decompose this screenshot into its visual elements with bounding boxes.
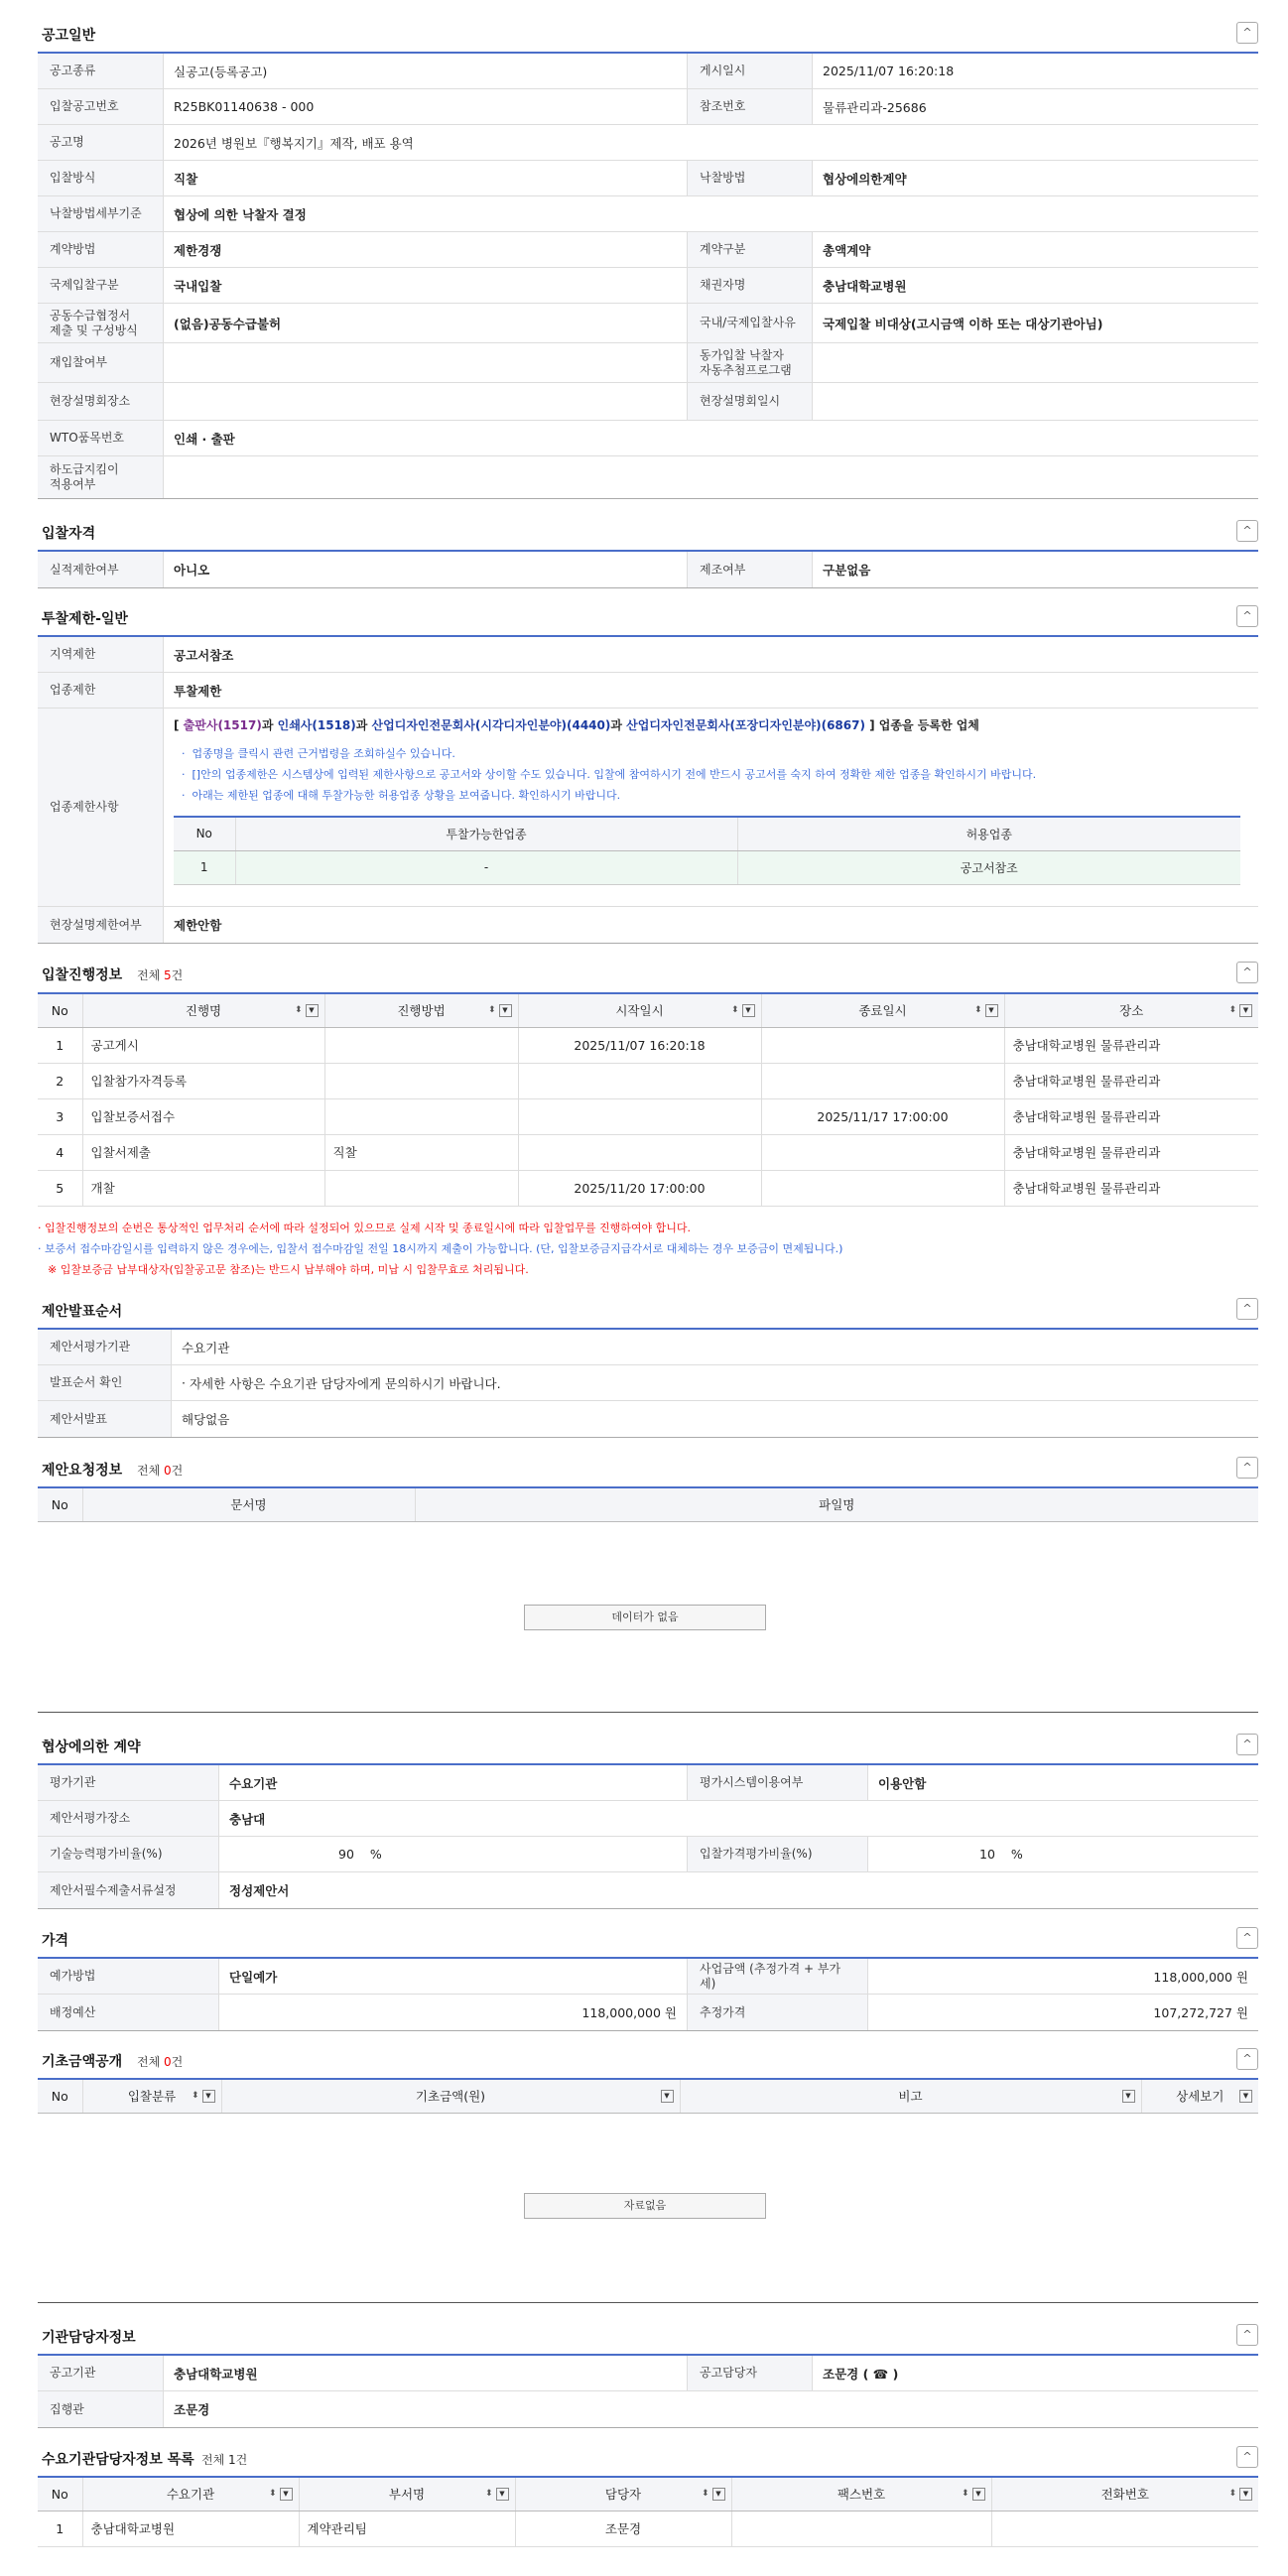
table-cell [324,1170,518,1206]
field-label: 현장설명제한여부 [38,907,164,943]
count-number: 1 [228,2453,236,2467]
collapse-toggle-icon[interactable]: ^ [1236,962,1258,983]
filter-dropdown-icon[interactable]: ▼ [1239,2090,1252,2103]
post-date-value: 2025/11/07 16:20:18 [823,64,955,78]
ratio-number: 10 [979,1847,995,1862]
field-label: 채권자명 [687,268,813,303]
table-cell: 3 [38,1098,82,1134]
field-label: 지역제한 [38,637,164,672]
industry-detail [164,708,1258,906]
table-cell [731,2511,991,2546]
count-suffix: 건 [171,1464,184,1478]
collapse-toggle-icon[interactable]: ^ [1236,2446,1258,2468]
executor-value: 조문경 [174,2402,210,2417]
field-label [687,343,813,382]
column-header-label: 진행명 [185,1003,222,1019]
field-label: 입찰방식 [38,161,164,195]
column-header-label: 팩스번호 [837,2487,886,2503]
filter-dropdown-icon[interactable]: ▼ [280,2488,293,2501]
section-title: 수요기관담당자정보 목록 [42,2452,194,2468]
column-header [761,993,1004,1027]
table-row[interactable] [38,1063,1258,1098]
count-number: 5 [164,968,172,982]
label-line: 자동추첨프로그램 [700,362,792,377]
table-cell: 계약관리팀 [299,2511,515,2546]
filter-dropdown-icon[interactable]: ▼ [1239,1004,1252,1017]
divider [38,1712,1258,1713]
column-header: No [38,1487,82,1521]
column-header [82,2477,299,2511]
general-info-table [38,52,1258,499]
table-cell: 충남대학교병원 물류관리과 [1004,1098,1258,1134]
sort-icon[interactable]: ⬍ [973,1005,982,1015]
table-cell: 4 [38,1134,82,1170]
field-label: 낙찰방법세부기준 [38,196,164,231]
region-limit-value: 공고서참조 [174,647,234,663]
ratio-unit: % [369,1847,382,1862]
budget-value: 118,000,000 원 [581,2005,677,2020]
column-header [38,2079,82,2113]
filter-dropdown-icon[interactable]: ▼ [985,1004,998,1017]
field-label: 낙찰방법 [687,161,813,195]
field-label: 공고종류 [38,54,164,88]
column-header-label: 부서명 [388,2487,426,2503]
field-label: 발표순서 확인 [38,1365,172,1400]
sort-icon[interactable]: ⬍ [191,2091,199,2101]
filter-dropdown-icon[interactable]: ▼ [202,2090,215,2103]
column-header: 투찰가능한업종 [235,817,737,850]
industry-notes [174,743,1248,806]
industry-list [174,716,1248,733]
site-limit-value: 제한안함 [174,918,222,933]
table-cell: - [235,850,737,884]
table-cell: 입찰참가자격등록 [82,1063,324,1098]
table-cell: 2025/11/07 16:20:18 [518,1027,761,1063]
field-label: 국내/국제입찰사유 [687,304,813,342]
sort-icon[interactable]: ⬍ [961,2489,969,2499]
column-header [518,993,761,1027]
column-header: 문서명 [82,1487,415,1521]
note-text: 보증서 접수마감일시를 입력하지 않은 경우에는, 입찰서 접수마감일 전일 18시까지 제출이 가능합니다. (단, 입찰보증금지급각서로 대체하는 경우 보증금이 면제됩니다.) [45,1242,843,1255]
column-header-label: 전화번호 [1100,2487,1149,2503]
table-row[interactable] [38,1134,1258,1170]
notice-name-value: 2026년 병원보『행복지기』제작, 배포 용역 [174,135,414,151]
table-cell: 공고서참조 [737,850,1240,884]
table-cell: 충남대학교병원 물류관리과 [1004,1170,1258,1206]
field-label: 기술능력평가비율(%) [38,1837,219,1871]
table-cell: 2 [38,1063,82,1098]
industry-link-visual-design[interactable]: 산업디자인전문회사(시각디자인분야)(4440) [371,718,611,732]
progress-notes [38,1218,842,1280]
record-count [201,2451,247,2468]
column-header-label: 상세보기 [1176,2089,1224,2105]
collapse-toggle-icon[interactable]: ^ [1236,1298,1258,1320]
subcon-value [164,456,1258,498]
column-header-label: 비고 [898,2089,923,2105]
intl-bid-value: 국내입찰 [174,278,222,294]
field-label: WTO품목번호 [38,421,164,455]
field-label: 공고기관 [38,2356,164,2390]
order-text: 자세한 사항은 수요기관 담당자에게 문의하시기 바랍니다. [189,1375,501,1391]
bracket-text: [ [174,718,180,732]
collapse-toggle-icon[interactable]: ^ [1236,22,1258,44]
field-label: 제안서평가기관 [38,1330,172,1364]
proposal-request-table [38,1486,1258,1522]
label-line: 동가입찰 낙찰자 [700,347,784,362]
table-cell [518,1134,761,1170]
count-suffix: 건 [235,2453,248,2467]
section-title: 제안요청정보 [42,1463,123,1479]
field-label [38,456,164,498]
count-label: 전체 [137,2055,161,2069]
filter-dropdown-icon[interactable]: ▼ [1122,2090,1135,2103]
sort-icon[interactable]: ⬍ [730,1005,739,1015]
field-label: 업종제한 [38,673,164,708]
label-line: 제출 및 구성방식 [50,322,138,337]
field-label: 국제입찰구분 [38,268,164,303]
count-number: 0 [164,1464,172,1478]
filter-dropdown-icon[interactable]: ▼ [499,1004,512,1017]
section-header-negotiation [38,1732,1258,1759]
field-label: 현장설명회일시 [687,383,813,420]
note-line: · []안의 업종제한은 시스템상에 입력된 제한사항으로 공고서와 상이할 수도 있습니다. 입찰에 참여하시기 전에 반드시 공고서를 숙지 하여 정확한 제한 업종을 확인하시기 바랍니다. [182,768,1037,781]
field-label: 사업금액 (추정가격 + 부가세) [687,1959,868,1994]
field-label: 배정예산 [38,1995,219,2030]
notice-org-value: 충남대학교병원 [174,2366,258,2382]
ratio-number: 90 [338,1847,354,1862]
column-header-label: 진행방법 [397,1003,446,1019]
field-label: 입찰가격평가비율(%) [687,1837,868,1871]
label-line: 공동수급협정서 [50,308,131,322]
field-label: 평가기관 [38,1765,219,1800]
section-header-qualification [38,518,1258,546]
filter-dropdown-icon[interactable]: ▼ [496,2488,509,2501]
table-cell [324,1027,518,1063]
field-label: 공고명 [38,125,164,160]
field-label: 업종제한사항 [38,708,164,906]
column-header [299,2477,515,2511]
table-cell: 입찰보증서접수 [82,1098,324,1134]
collapse-toggle-icon[interactable]: ^ [1236,1927,1258,1949]
eval-org-value: 수요기관 [182,1340,230,1355]
count-label: 전체 [137,968,161,982]
eval-place-value: 충남대 [229,1811,266,1827]
filter-dropdown-icon[interactable]: ▼ [972,2488,985,2501]
table-cell [324,1063,518,1098]
filter-dropdown-icon[interactable]: ▼ [306,1004,319,1017]
note-line: · 입찰진행정보의 순번은 통상적인 업무처리 순서에 따라 설정되어 있으므로 실제 시작 및 종료일시에 따라 입찰업무를 진행하여야 합니다. [38,1222,691,1234]
section-title: 제안발표순서 [42,1304,123,1320]
note-text: 아래는 제한된 업종에 대해 투찰가능한 허용업종 상황을 보여줍니다. 확인하시기 바랍니다. [192,789,621,802]
section-header-price [38,1925,1258,1953]
table-cell [761,1170,1004,1206]
column-header [38,2477,82,2511]
table-cell: 조문경 [515,2511,731,2546]
field-label: 현장설명회장소 [38,383,164,420]
table-cell [761,1063,1004,1098]
column-header-label: No [51,1002,68,1018]
table-cell: 직찰 [324,1134,518,1170]
column-header [38,993,82,1027]
section-title: 입찰진행정보 [42,967,123,983]
table-cell [324,1098,518,1134]
section-title: 투찰제한-일반 [42,611,128,627]
award-detail-value: 협상에 의한 낙찰자 결정 [174,206,307,222]
sort-icon[interactable]: ⬍ [484,2489,493,2499]
table-row[interactable] [38,2511,1258,2546]
count-suffix: 건 [171,968,184,982]
note-line: · 업종명을 클릭시 관련 근거법령을 조회하실수 있습니다. [182,747,455,760]
field-label: 실적제한여부 [38,552,164,587]
label-line: 하도급지킴이 [50,462,119,476]
table-cell: 충남대학교병원 물류관리과 [1004,1063,1258,1098]
allowed-industry-table [174,816,1240,885]
table-cell: 1 [38,2511,82,2546]
project-amount-value: 118,000,000 원 [1153,1969,1248,1985]
table-cell: 2025/11/20 17:00:00 [518,1170,761,1206]
sort-icon[interactable]: ⬍ [701,2489,709,2499]
table-row [174,850,1240,884]
table-row[interactable] [38,1098,1258,1134]
price-table [38,1957,1258,2031]
progress-table [38,992,1258,1207]
org-contact-table [38,2354,1258,2428]
creditor-value: 충남대학교병원 [823,278,907,294]
sort-icon[interactable]: ⬍ [294,1005,303,1015]
column-header [680,2079,1141,2113]
section-title: 기관담당자정보 [42,2330,136,2346]
count-number: 0 [164,2055,172,2069]
eval-org-value: 수요기관 [229,1775,278,1791]
negotiation-table [38,1763,1258,1909]
table-cell: 5 [38,1170,82,1206]
section-header-demand-contact [38,2444,1258,2472]
field-label: 제안서필수제출서류설정 [38,1872,219,1908]
wto-value: 인쇄 · 출판 [174,431,235,447]
filter-dropdown-icon[interactable]: ▼ [712,2488,725,2501]
field-label: 제안서평가장소 [38,1801,219,1836]
section-header-base-amount [38,2046,1258,2074]
bid-method-value: 직찰 [174,171,198,187]
field-label: 게시일시 [687,54,813,88]
note-text: []안의 업종제한은 시스템상에 입력된 제한사항으로 공고서와 상이할 수도 있습니다. 입찰에 참여하시기 전에 반드시 공고서를 숙지 하여 정확한 제한 업종을 확인하시기 바랍니다. [192,768,1037,781]
section-header-general [38,20,1258,48]
joiner-text: 과 [355,718,368,732]
collapse-toggle-icon[interactable]: ^ [1236,1457,1258,1479]
table-cell [761,1134,1004,1170]
field-label: 입찰공고번호 [38,89,164,124]
note-text: ※ 입찰보증금 납부대상자(입찰공고문 참조)는 반드시 납부해야 하며, 미납 시 입찰무효로 처리됩니다. [48,1263,529,1276]
filter-dropdown-icon[interactable]: ▼ [661,2090,674,2103]
section-header-bid-limit [38,603,1258,631]
demand-contact-table [38,2476,1258,2547]
table-cell: 공고게시 [82,1027,324,1063]
notice-manager-value: 조문경 ( ☎ ) [823,2366,899,2382]
count-label: 전체 [137,1464,161,1478]
count-suffix: 건 [171,2055,184,2069]
table-cell: 개찰 [82,1170,324,1206]
tech-ratio-value [219,1837,687,1871]
column-header-label: 장소 [1119,1003,1144,1019]
field-label: 제조여부 [687,552,813,587]
table-cell [761,1027,1004,1063]
collapse-toggle-icon[interactable]: ^ [1236,1734,1258,1755]
record-count [137,2053,183,2070]
estimated-price-value: 107,272,727 원 [1153,2005,1248,2020]
collapse-toggle-icon[interactable]: ^ [1236,605,1258,627]
empty-state-message: 자료없음 [524,2193,766,2219]
column-header-label: 종료일시 [858,1003,907,1019]
column-header [82,993,324,1027]
table-row[interactable] [38,1170,1258,1206]
record-count [137,966,183,983]
field-label: 계약구분 [687,232,813,267]
column-header-label: 담당자 [604,2487,642,2503]
column-header [991,2477,1258,2511]
column-header-label: No [51,2088,68,2104]
table-cell [518,1098,761,1134]
table-cell [991,2511,1258,2546]
column-header [221,2079,680,2113]
empty-state-message: 데이터가 없음 [524,1605,766,1630]
count-label: 전체 [201,2453,225,2467]
manufacture-value: 구분없음 [823,563,871,578]
divider [38,2302,1258,2303]
site-date-value [813,383,1258,420]
required-docs-value: 정성제안서 [229,1883,290,1898]
column-header-label: 수요기관 [166,2487,215,2503]
column-header: 허용업종 [737,817,1240,850]
note-line: · 보증서 접수마감일시를 입력하지 않은 경우에는, 입찰서 접수마감일 전일 18시까지 제출이 가능합니다. (단, 입찰보증금지급각서로 대체하는 경우 보증금이 면제됩니다.) [38,1242,843,1255]
site-place-value [164,383,687,420]
field-label: 참조번호 [687,89,813,124]
presentation-table [38,1328,1258,1438]
order-value: · 자세한 사항은 수요기관 담당자에게 문의하시기 바랍니다. [182,1375,501,1391]
table-cell: 입찰서제출 [82,1134,324,1170]
industry-tail-text: ] 업종을 등록한 업체 [869,718,979,732]
eval-system-value: 이용안함 [878,1775,927,1791]
table-row[interactable] [38,1027,1258,1063]
industry-link-printer[interactable]: 인쇄사(1518) [277,718,356,732]
joiner-text: 과 [610,718,622,732]
field-label: 집행관 [38,2391,164,2427]
base-amount-table [38,2078,1258,2114]
section-title: 협상에의한 계약 [42,1739,141,1755]
contract-method-value: 제한경쟁 [174,242,222,258]
industry-limit-value: 투찰제한 [174,683,222,699]
presentation-value: 해당없음 [182,1412,230,1427]
section-header-proposal-request [38,1455,1258,1482]
sort-icon[interactable]: ⬍ [1228,2489,1236,2499]
collapse-toggle-icon[interactable]: ^ [1236,2048,1258,2070]
section-title: 입찰자격 [42,526,96,542]
ratio-unit: % [1010,1847,1023,1862]
collapse-toggle-icon[interactable]: ^ [1236,520,1258,542]
label-line: 적용여부 [50,477,96,491]
column-header-label: 입찰분류 [127,2089,177,2105]
sort-icon[interactable]: ⬍ [1228,1005,1236,1015]
intl-reason-value: 국제입찰 비대상(고시금액 이하 또는 대상기관아님) [823,316,1103,331]
price-ratio-value [868,1837,1258,1871]
column-header-label: 시작일시 [615,1003,664,1019]
note-text: 업종명을 클릭시 관련 근거법령을 조회하실수 있습니다. [192,747,455,760]
notice-number-value: R25BK01140638 - 000 [174,99,315,114]
bid-limit-table [38,635,1258,944]
industry-link-package-design[interactable]: 산업디자인전문회사(포장디자인분야)(6867) [626,718,865,732]
filter-dropdown-icon[interactable]: ▼ [742,1004,755,1017]
section-header-presentation [38,1296,1258,1324]
section-header-org-contact [38,2322,1258,2350]
sort-icon[interactable]: ⬍ [268,2489,277,2499]
ref-number-value: 물류관리과-25686 [823,99,927,115]
table-cell: 1 [174,850,235,884]
column-header [1141,2079,1258,2113]
column-header [731,2477,991,2511]
field-label: 예가방법 [38,1959,219,1994]
sort-icon[interactable]: ⬍ [487,1005,496,1015]
section-title: 기초금액공개 [42,2054,123,2070]
table-cell [518,1063,761,1098]
column-header [324,993,518,1027]
filter-dropdown-icon[interactable]: ▼ [1239,2488,1252,2501]
award-method-value: 협상에의한계약 [823,171,907,187]
table-cell: 충남대학교병원 [82,2511,299,2546]
table-cell: 1 [38,1027,82,1063]
notice-type-value: 실공고(등록공고) [174,64,268,79]
field-label: 재입찰여부 [38,343,164,382]
column-header-label: 기초금액(원) [415,2089,486,2105]
industry-link-publisher[interactable]: 출판사(1517) [183,718,262,732]
field-label: 계약방법 [38,232,164,267]
column-header: 파일명 [415,1487,1258,1521]
column-header [82,2079,221,2113]
table-cell: 충남대학교병원 물류관리과 [1004,1134,1258,1170]
field-label [38,304,164,342]
field-label: 공고담당자 [687,2356,813,2390]
field-label: 제안서발표 [38,1401,172,1437]
rebid-value [164,343,687,382]
collapse-toggle-icon[interactable]: ^ [1236,2324,1258,2346]
field-label: 추정가격 [687,1995,868,2030]
same-price-value [813,343,1258,382]
section-header-progress [38,960,1258,987]
column-header [1004,993,1258,1027]
joiner-text: 과 [261,718,274,732]
section-title: 공고일반 [42,28,96,44]
column-header: No [174,817,235,850]
section-title: 가격 [42,1933,69,1949]
performance-limit-value: 아니오 [174,563,210,578]
table-cell: 충남대학교병원 물류관리과 [1004,1027,1258,1063]
column-header-label: No [51,2486,68,2502]
qualification-table [38,550,1258,588]
joint-supply-value: (없음)공동수급불허 [174,316,282,331]
price-method-value: 단일예가 [229,1969,278,1985]
note-line: · 아래는 제한된 업종에 대해 투찰가능한 허용업종 상황을 보여줍니다. 확인하시기 바랍니다. [182,789,621,802]
table-cell: 2025/11/17 17:00:00 [761,1098,1004,1134]
column-header [515,2477,731,2511]
note-text: 입찰진행정보의 순번은 통상적인 업무처리 순서에 따라 설정되어 있으므로 실제 시작 및 종료일시에 따라 입찰업무를 진행하여야 합니다. [45,1222,691,1234]
field-label: 평가시스템이용여부 [687,1765,868,1800]
record-count [137,1462,183,1479]
note-line [38,1259,842,1280]
contract-type-value: 총액계약 [823,242,871,258]
